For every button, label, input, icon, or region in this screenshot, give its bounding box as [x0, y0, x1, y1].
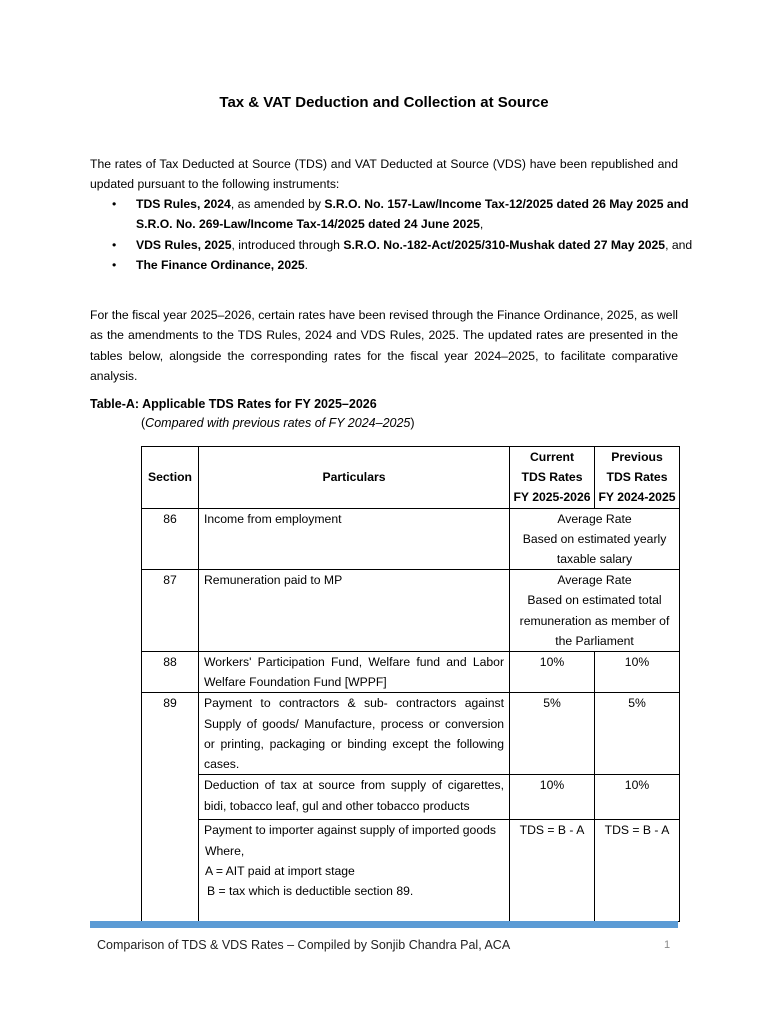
table-row: [142, 820, 680, 922]
header-previous-rate: Previous TDS Rates FY 2024-2025: [595, 447, 680, 509]
instruments-list: [90, 194, 724, 275]
intro-paragraph: The rates of Tax Deducted at Source (TDS) and VAT Deducted at Source (VDS) have been republished and updated pursuant to the following instruments:: [90, 157, 678, 192]
table-row: [142, 693, 680, 775]
table-row: [142, 775, 680, 820]
page-title: Tax & VAT Deduction and Collection at Source: [219, 94, 549, 111]
table-header-row: [142, 447, 680, 509]
table-row: [142, 508, 680, 570]
current-rate-cell: TDS = B - A: [510, 820, 595, 922]
section-cell: 87: [142, 570, 199, 652]
previous-rate-cell: 5%: [595, 693, 680, 775]
previous-rate-cell: TDS = B - A: [595, 820, 680, 922]
list-item-finance-ordinance: • The Finance Ordinance, 2025.: [136, 255, 724, 275]
table-row: [142, 570, 680, 652]
list-item-vds-rules: • VDS Rules, 2025, introduced through S.R.O. No.-182-Act/2025/310-Mushak dated 27 May 2025, and: [136, 235, 724, 255]
particulars-cell: Income from employment: [199, 508, 510, 570]
particulars-cell: Remuneration paid to MP: [199, 570, 510, 652]
particulars-cell: Payment to importer against supply of imported goods Where, A = AIT paid at import stage B = tax which is deductible section 89.: [199, 820, 510, 922]
rate-cell: Average Rate Based on estimated total remuneration as member of the Parliament: [510, 570, 680, 652]
header-current-rate: Current TDS Rates FY 2025-2026: [510, 447, 595, 509]
header-particulars: Particulars: [199, 447, 510, 509]
tds-rates-table: [141, 446, 680, 922]
header-section: Section: [142, 447, 199, 509]
particulars-cell: Payment to contractors & sub- contractors against Supply of goods/ Manufacture, process or conversion or printing, packaging or binding except the following cases.: [199, 693, 510, 775]
section-cell: 88: [142, 652, 199, 693]
previous-rate-cell: 10%: [595, 652, 680, 693]
table-caption: Table-A: Applicable TDS Rates for FY 2025–2026: [90, 397, 377, 411]
section-cell: 86: [142, 508, 199, 570]
particulars-cell: Deduction of tax at source from supply of cigarettes, bidi, tobacco leaf, gul and other tobacco products: [199, 775, 510, 820]
previous-rate-cell: 10%: [595, 775, 680, 820]
footer-divider: [90, 921, 678, 928]
rate-cell: Average Rate Based on estimated yearly taxable salary: [510, 508, 680, 570]
table-subcaption: (Compared with previous rates of FY 2024–2025): [141, 416, 415, 430]
list-item-tds-rules: • TDS Rules, 2024, as amended by S.R.O. No. 157-Law/Income Tax-12/2025 dated 26 May 2025 and S.R.O. No. 269-Law/Income Tax-14/2025 dated 24 June 2025,: [136, 194, 724, 235]
page-number: 1: [664, 939, 671, 951]
fiscal-note-paragraph: For the fiscal year 2025–2026, certain rates have been revised through the Finance Ordinance, 2025, as well as the amendments to the TDS Rules, 2024 and VDS Rules, 2025. The updated rates are presented in the tables below, alongside the corresponding rates for the fiscal year 2024–2025, to facilitate comparative analysis.: [90, 308, 678, 383]
current-rate-cell: 10%: [510, 775, 595, 820]
footer-text: Comparison of TDS & VDS Rates – Compiled by Sonjib Chandra Pal, ACA: [97, 938, 511, 952]
current-rate-cell: 10%: [510, 652, 595, 693]
table-row: [142, 652, 680, 693]
current-rate-cell: 5%: [510, 693, 595, 775]
section-cell: 89: [142, 693, 199, 922]
particulars-cell: Workers' Participation Fund, Welfare fund and Labor Welfare Foundation Fund [WPPF]: [199, 652, 510, 693]
